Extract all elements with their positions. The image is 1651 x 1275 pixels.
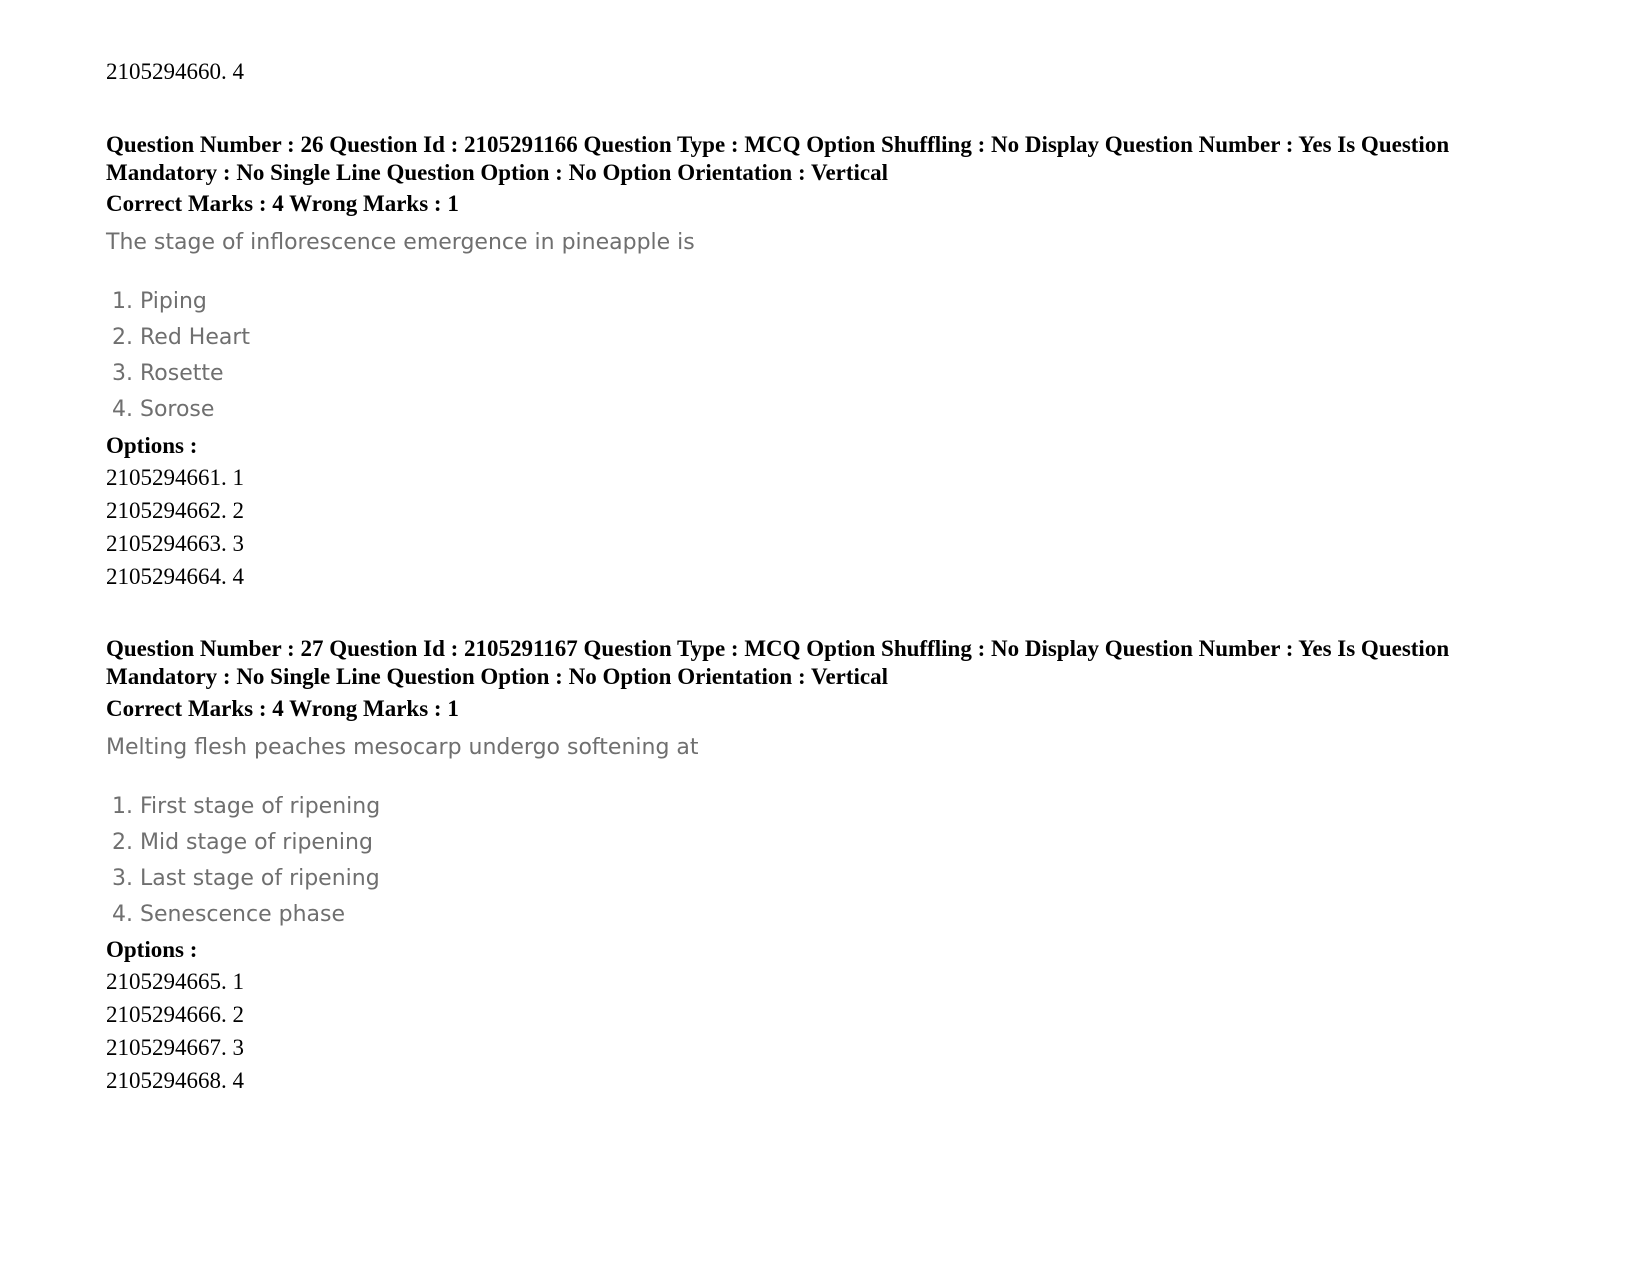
choice-item: 2. Mid stage of ripening [112,830,373,855]
option-line: 2105294667. 3 [106,1035,244,1060]
question-text: Melting flesh peaches mesocarp undergo softening at [106,735,699,760]
choice-item: 3. Rosette [112,361,224,386]
question-meta: Question Number : 27 Question Id : 2105291167 Question Type : MCQ Option Shuffling : No Display Question Number : Yes Is Question Mandatory : No Single Line Question Option : No Option Orientation : Vertical [106,636,1450,689]
question-meta: Question Number : 26 Question Id : 2105291166 Question Type : MCQ Option Shuffling : No Display Question Number : Yes Is Question Mandatory : No Single Line Question Option : No Option Orientation : Vertical [106,132,1450,185]
previous-option-line: 2105294660. 4 [106,59,244,84]
question-marks: Correct Marks : 4 Wrong Marks : 1 [106,696,459,721]
question-text: The stage of inflorescence emergence in pineapple is [106,230,695,255]
choice-item: 1. Piping [112,289,207,314]
options-label: Options : [106,433,198,458]
option-line: 2105294664. 4 [106,564,244,589]
choice-item: 3. Last stage of ripening [112,866,380,891]
option-line: 2105294665. 1 [106,969,244,994]
option-line: 2105294661. 1 [106,465,244,490]
option-line: 2105294662. 2 [106,498,244,523]
choice-item: 4. Senescence phase [112,902,346,927]
options-label: Options : [106,937,198,962]
question-marks: Correct Marks : 4 Wrong Marks : 1 [106,191,459,216]
choice-item: 2. Red Heart [112,325,251,350]
choice-item: 1. First stage of ripening [112,794,381,819]
option-line: 2105294666. 2 [106,1002,244,1027]
option-line: 2105294668. 4 [106,1068,244,1093]
option-line: 2105294663. 3 [106,531,244,556]
choice-item: 4. Sorose [112,397,215,422]
